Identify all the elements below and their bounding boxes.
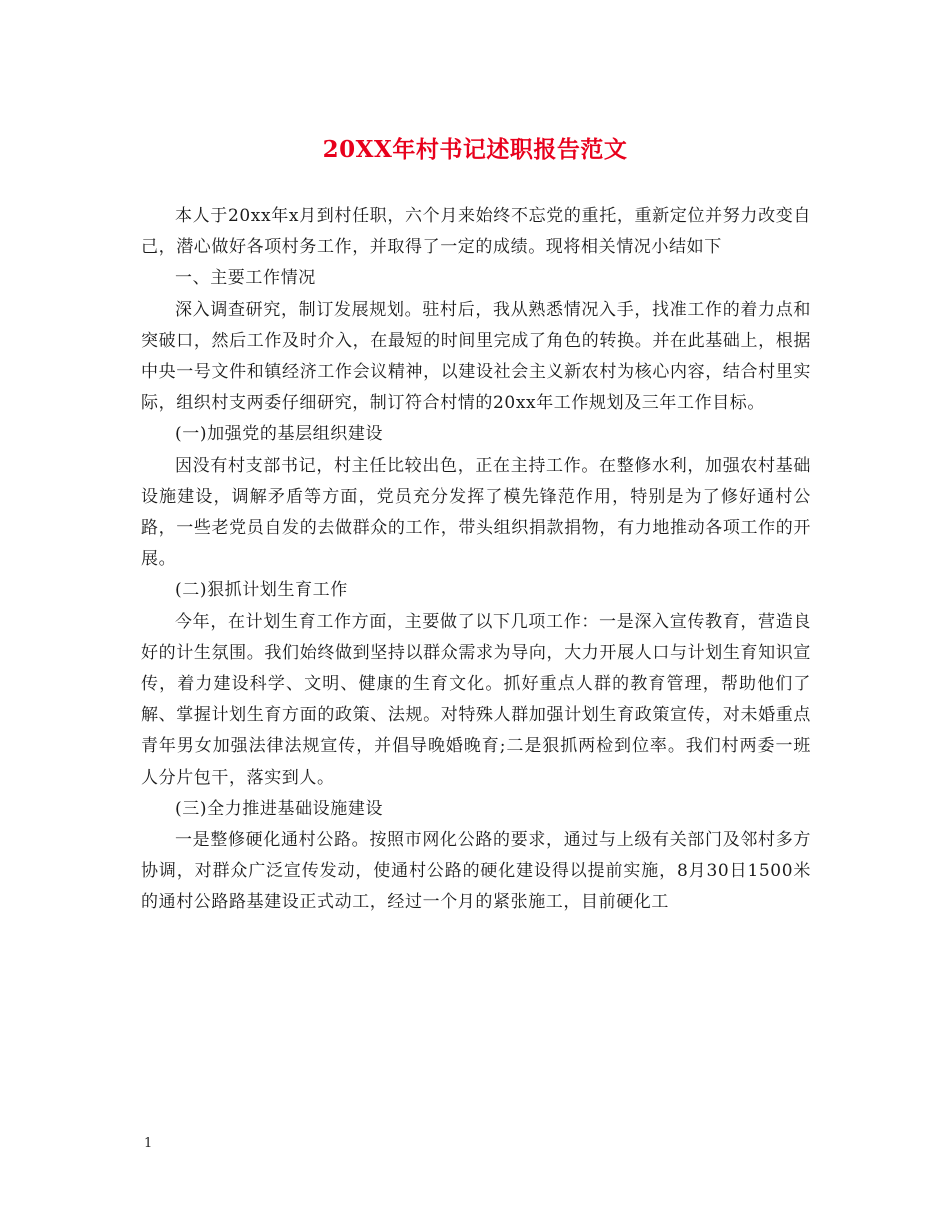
section-heading-main-work: 一、主要工作情况	[175, 268, 316, 289]
subsection-heading-infrastructure: (三)全力推进基础设施建设	[175, 798, 384, 819]
document-body	[141, 201, 811, 919]
paragraph-party-building: 因没有村支部书记，村主任比较出色，正在主持工作。在整修水利，加强农村基础设施建设，调解矛盾等方面，党员充分发挥了模先锋范作用，特别是为了修好通村公路，一些老党员自发的去做群众的工作，带头组织捐款捐物，有力地推动各项工作的开展。	[141, 455, 811, 570]
paragraph-research-planning: 深入调查研究，制订发展规划。驻村后，我从熟悉情况入手，找准工作的着力点和突破口，然后工作及时介入，在最短的时间里完成了角色的转换。并在此基础上，根据中央一号文件和镇经济工作会议精神，以建设社会主义新农村为核心内容，结合村里实际，组织村支两委仔细研究，制订符合村情的20xx年工作规划及三年工作目标。	[141, 299, 811, 414]
document-title: 20XX年村书记述职报告范文	[322, 136, 628, 163]
paragraph-infrastructure: 一是整修硬化通村公路。按照市网化公路的要求，通过与上级有关部门及邻村多方协调，对群众广泛宣传发动，使通村公路的硬化建设得以提前实施，8月30日1500米的通村公路路基建设正式动工，经过一个月的紧张施工，目前硬化工	[141, 830, 811, 913]
paragraph-intro: 本人于20xx年x月到村任职，六个月来始终不忘党的重托，重新定位并努力改变自己，潜心做好各项村务工作，并取得了一定的成绩。现将相关情况小结如下	[141, 206, 811, 258]
paragraph-family-planning: 今年，在计划生育工作方面，主要做了以下几项工作：一是深入宣传教育，营造良好的计生氛围。我们始终做到坚持以群众需求为导向，大力开展人口与计划生育知识宣传，着力建设科学、文明、健康的生育文化。抓好重点人群的教育管理，帮助他们了解、掌握计划生育方面的政策、法规。对特殊人群加强计划生育政策宣传，对未婚重点青年男女加强法律法规宣传，并倡导晚婚晚育;二是狠抓两检到位率。我们村两委一班人分片包干，落实到人。	[141, 611, 811, 788]
subsection-heading-party-building: (一)加强党的基层组织建设	[175, 424, 384, 445]
subsection-heading-family-planning: (二)狠抓计划生育工作	[175, 580, 348, 601]
page-number: 1	[144, 1136, 153, 1151]
